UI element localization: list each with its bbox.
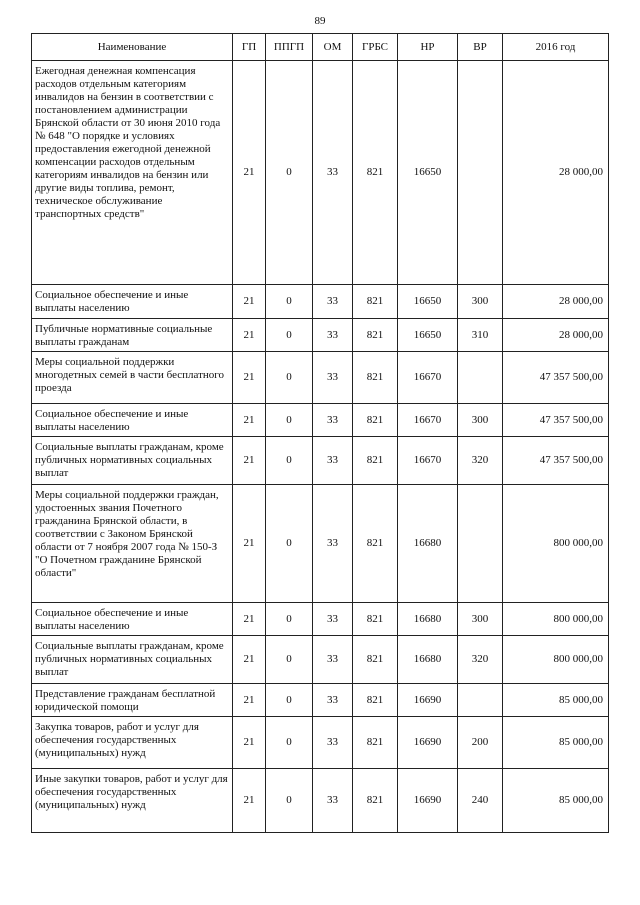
row-amount: 800 000,00: [503, 636, 609, 684]
header-ppgp: ППГП: [266, 34, 313, 61]
row-vr: 200: [458, 717, 503, 769]
row-ppgp: 0: [266, 603, 313, 636]
row-name: Закупка товаров, работ и услуг для обеспечения государственных (муниципальных) нужд: [32, 717, 233, 769]
row-name: Социальные выплаты гражданам, кроме публичных нормативных социальных выплат: [32, 437, 233, 485]
row-ppgp: 0: [266, 437, 313, 485]
row-name: Меры социальной поддержки граждан, удостоенных звания Почетного гражданина Брянской области, в соответствии с Законом Брянской области от 7 ноября 2007 года № 150-З "О Почетном гражданине Брянской области": [32, 485, 233, 603]
table-row: [32, 61, 609, 285]
row-np: 16680: [398, 603, 458, 636]
row-name: Социальное обеспечение и иные выплаты населению: [32, 285, 233, 319]
row-amount: 85 000,00: [503, 684, 609, 717]
row-np: 16690: [398, 684, 458, 717]
row-vr: 300: [458, 404, 503, 437]
row-om: 33: [313, 684, 353, 717]
row-grbs: 821: [353, 717, 398, 769]
row-amount: 28 000,00: [503, 319, 609, 352]
row-ppgp: 0: [266, 352, 313, 404]
table-row: [32, 352, 609, 404]
header-year: 2016 год: [503, 34, 609, 61]
table-row: [32, 636, 609, 684]
row-ppgp: 0: [266, 319, 313, 352]
row-amount: 47 357 500,00: [503, 404, 609, 437]
row-ppgp: 0: [266, 404, 313, 437]
row-grbs: 821: [353, 285, 398, 319]
row-vr: 300: [458, 285, 503, 319]
row-om: 33: [313, 319, 353, 352]
row-om: 33: [313, 437, 353, 485]
row-ppgp: 0: [266, 684, 313, 717]
header-np: НР: [398, 34, 458, 61]
row-np: 16670: [398, 352, 458, 404]
row-vr: 310: [458, 319, 503, 352]
row-vr: [458, 61, 503, 285]
row-grbs: 821: [353, 603, 398, 636]
table-row: [32, 717, 609, 769]
table-row: [32, 769, 609, 833]
row-name: Социальные выплаты гражданам, кроме публичных нормативных социальных выплат: [32, 636, 233, 684]
row-gp: 21: [233, 319, 266, 352]
table-row: [32, 285, 609, 319]
row-amount: 85 000,00: [503, 717, 609, 769]
row-grbs: 821: [353, 636, 398, 684]
row-np: 16650: [398, 319, 458, 352]
row-name: Публичные нормативные социальные выплаты гражданам: [32, 319, 233, 352]
row-om: 33: [313, 636, 353, 684]
row-om: 33: [313, 769, 353, 833]
row-grbs: 821: [353, 437, 398, 485]
row-gp: 21: [233, 404, 266, 437]
row-name: Ежегодная денежная компенсация расходов отдельным категориям инвалидов на бензин в соответствии с постановлением администрации Брянской области от 30 июня 2010 года № 648 "О порядке и условиях предоставления ежегодной денежной компенсации расходов отдельным категориям инвалидов на бензин или другие виды топлива, ремонт, техническое обслуживание транспортных средств": [32, 61, 233, 285]
row-om: 33: [313, 285, 353, 319]
row-gp: 21: [233, 485, 266, 603]
row-gp: 21: [233, 769, 266, 833]
row-vr: 320: [458, 636, 503, 684]
table-header-row: [32, 34, 609, 61]
row-vr: 300: [458, 603, 503, 636]
row-np: 16690: [398, 717, 458, 769]
row-om: 33: [313, 404, 353, 437]
row-om: 33: [313, 352, 353, 404]
table-row: [32, 684, 609, 717]
header-om: ОМ: [313, 34, 353, 61]
header-name: Наименование: [32, 34, 233, 61]
row-np: 16650: [398, 285, 458, 319]
row-gp: 21: [233, 352, 266, 404]
row-ppgp: 0: [266, 636, 313, 684]
row-name: Представление гражданам бесплатной юридической помощи: [32, 684, 233, 717]
row-ppgp: 0: [266, 61, 313, 285]
row-om: 33: [313, 717, 353, 769]
row-om: 33: [313, 61, 353, 285]
row-grbs: 821: [353, 684, 398, 717]
row-ppgp: 0: [266, 285, 313, 319]
row-gp: 21: [233, 437, 266, 485]
table-row: [32, 485, 609, 603]
row-amount: 47 357 500,00: [503, 437, 609, 485]
row-name: Социальное обеспечение и иные выплаты населению: [32, 603, 233, 636]
row-grbs: 821: [353, 404, 398, 437]
row-ppgp: 0: [266, 769, 313, 833]
row-name: Иные закупки товаров, работ и услуг для обеспечения государственных (муниципальных) нужд: [32, 769, 233, 833]
row-np: 16680: [398, 485, 458, 603]
header-gp: ГП: [233, 34, 266, 61]
row-om: 33: [313, 485, 353, 603]
row-amount: 800 000,00: [503, 485, 609, 603]
row-ppgp: 0: [266, 717, 313, 769]
row-grbs: 821: [353, 485, 398, 603]
row-name: Меры социальной поддержки многодетных семей в части бесплатного проезда: [32, 352, 233, 404]
row-gp: 21: [233, 285, 266, 319]
table-row: [32, 404, 609, 437]
row-np: 16670: [398, 404, 458, 437]
table-row: [32, 437, 609, 485]
row-grbs: 821: [353, 319, 398, 352]
row-gp: 21: [233, 684, 266, 717]
budget-table: [31, 33, 609, 833]
table-row: [32, 319, 609, 352]
row-ppgp: 0: [266, 485, 313, 603]
page-number: 89: [314, 15, 326, 27]
row-amount: 85 000,00: [503, 769, 609, 833]
row-gp: 21: [233, 636, 266, 684]
row-amount: 28 000,00: [503, 61, 609, 285]
row-vr: 240: [458, 769, 503, 833]
row-grbs: 821: [353, 352, 398, 404]
row-vr: [458, 684, 503, 717]
row-om: 33: [313, 603, 353, 636]
row-amount: 800 000,00: [503, 603, 609, 636]
row-gp: 21: [233, 61, 266, 285]
row-gp: 21: [233, 717, 266, 769]
row-amount: 28 000,00: [503, 285, 609, 319]
row-vr: 320: [458, 437, 503, 485]
row-grbs: 821: [353, 61, 398, 285]
row-vr: [458, 352, 503, 404]
row-vr: [458, 485, 503, 603]
table-row: [32, 603, 609, 636]
header-grbs: ГРБС: [353, 34, 398, 61]
row-amount: 47 357 500,00: [503, 352, 609, 404]
row-name: Социальное обеспечение и иные выплаты населению: [32, 404, 233, 437]
row-np: 16680: [398, 636, 458, 684]
row-grbs: 821: [353, 769, 398, 833]
row-np: 16650: [398, 61, 458, 285]
row-gp: 21: [233, 603, 266, 636]
row-np: 16690: [398, 769, 458, 833]
row-np: 16670: [398, 437, 458, 485]
header-vr: ВР: [458, 34, 503, 61]
